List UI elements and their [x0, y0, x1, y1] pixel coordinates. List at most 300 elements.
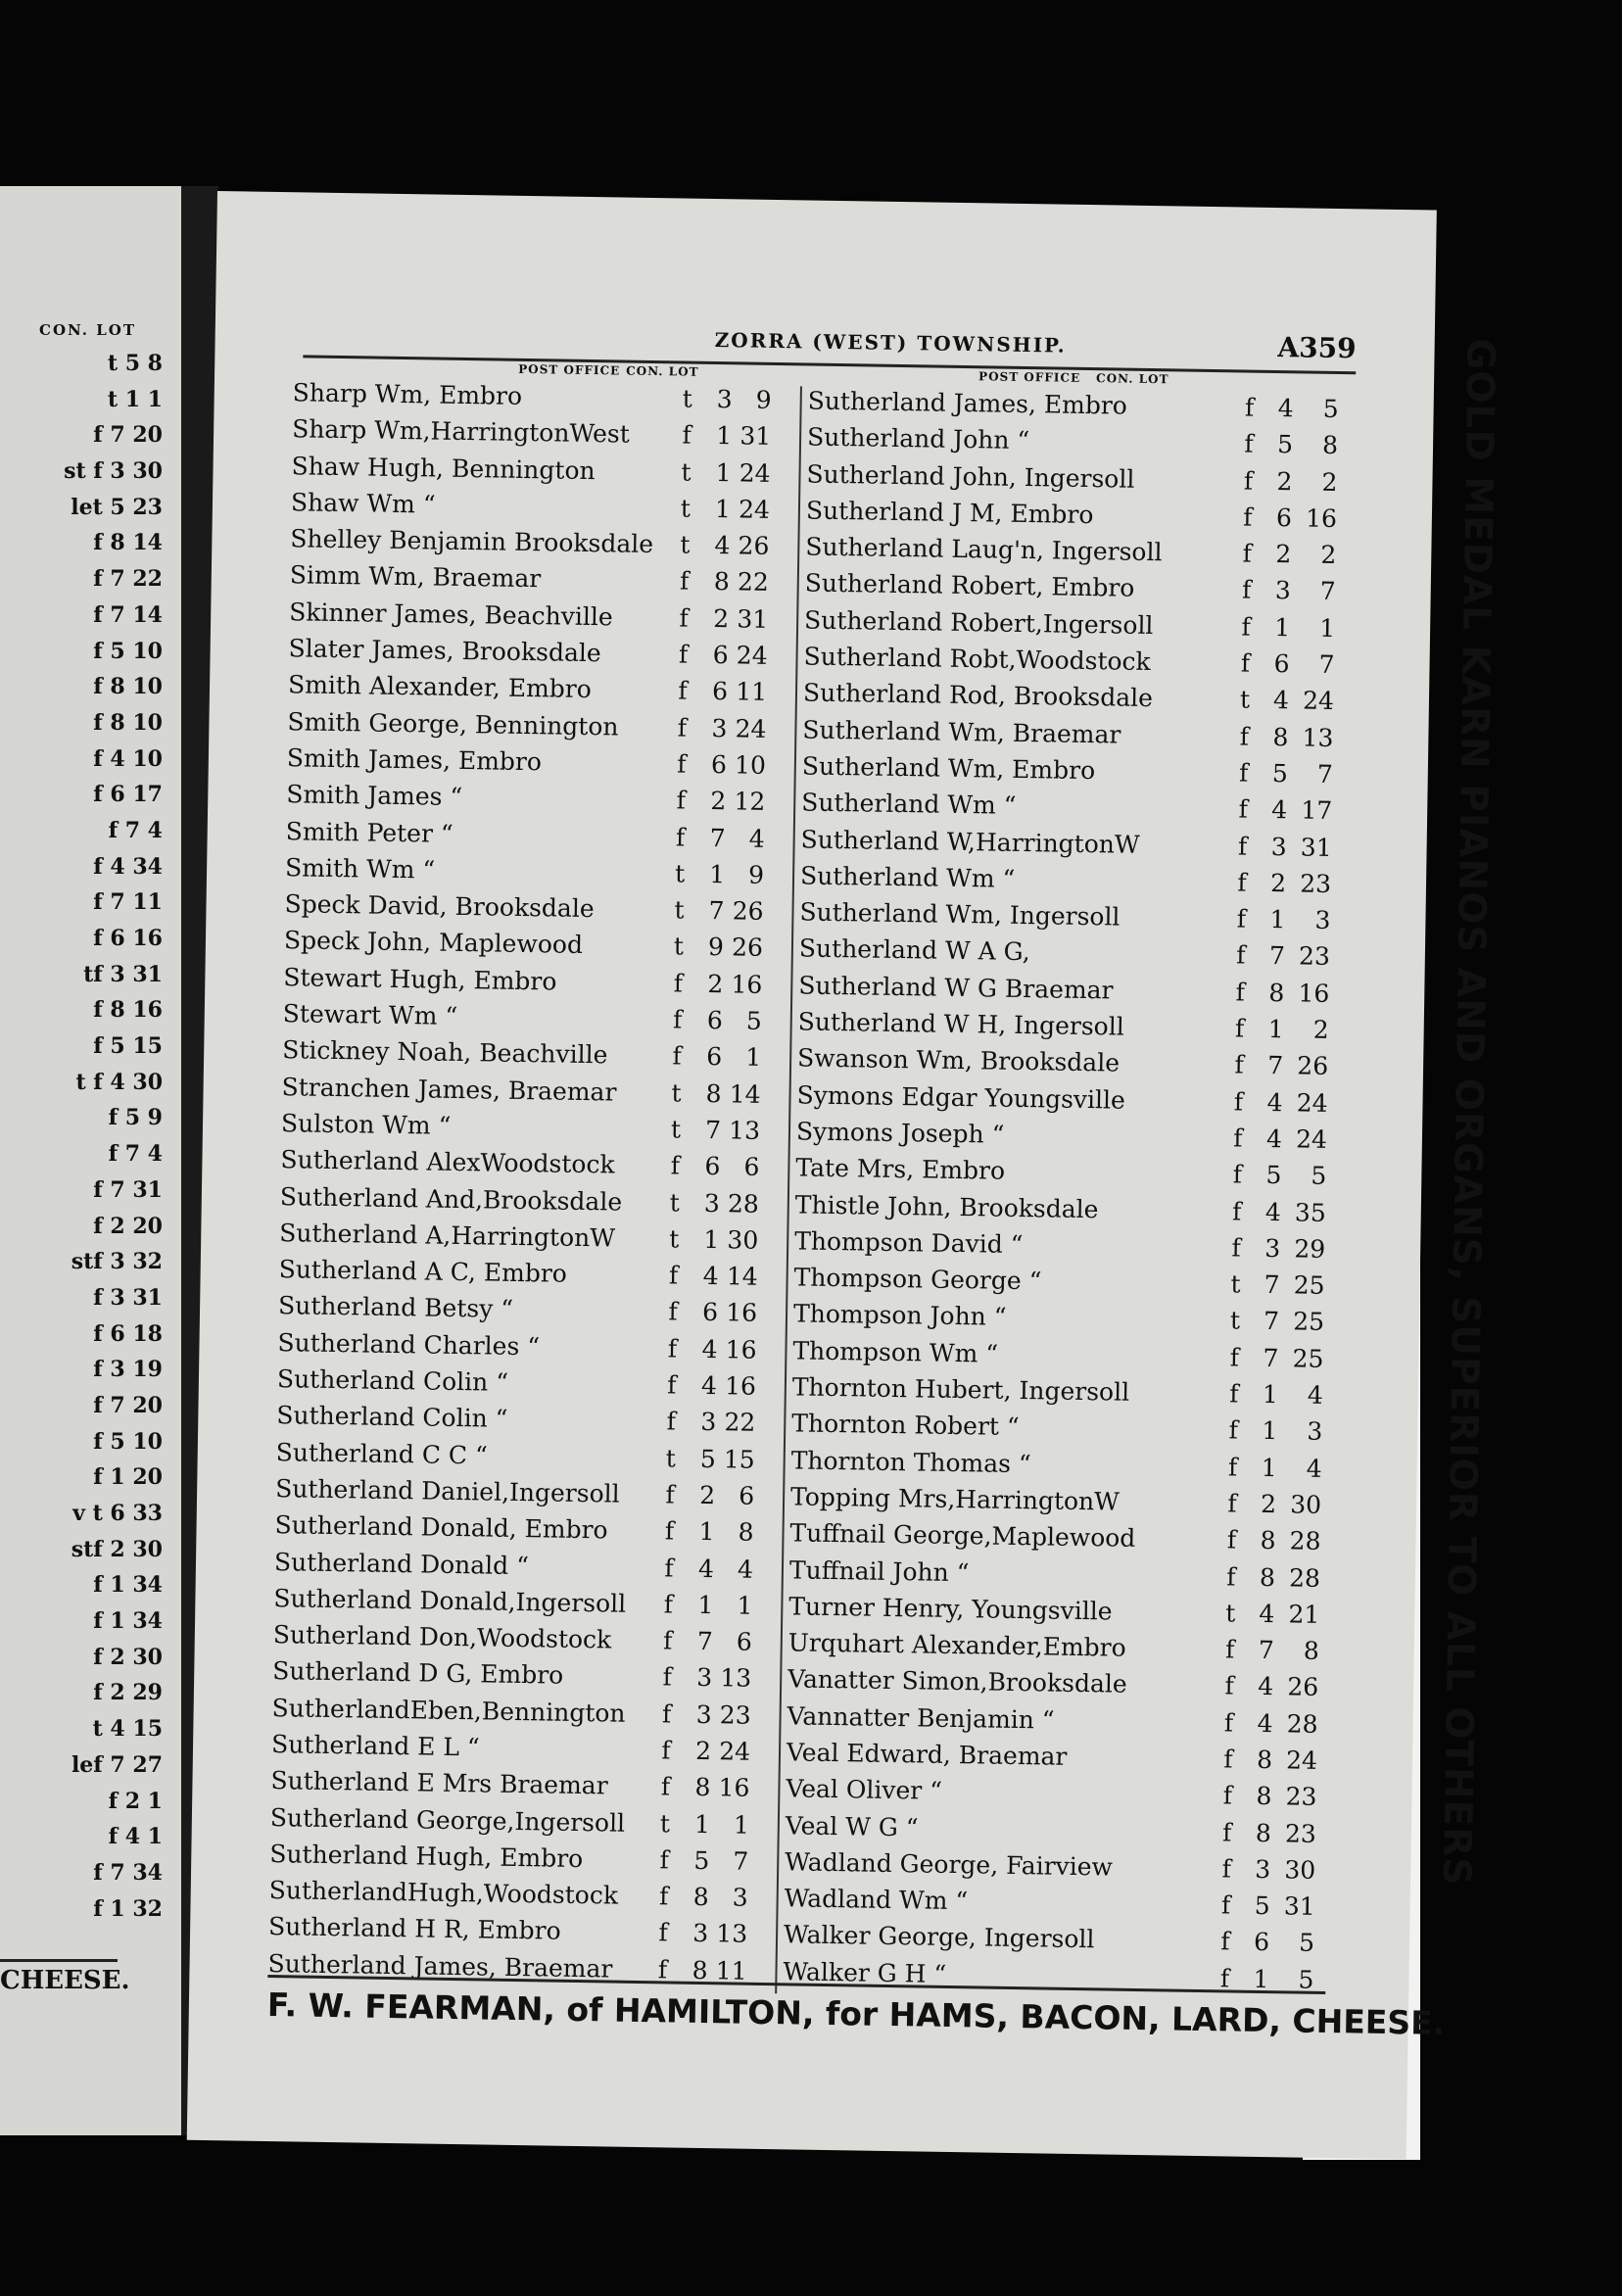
entry-con: 8 [1272, 722, 1289, 751]
entry-tenure: f [668, 1261, 679, 1290]
entry-name: Slater James, Brooksdale [288, 634, 601, 668]
entry-tenure: f [1227, 1452, 1238, 1482]
entry-con: 7 [1264, 1270, 1280, 1300]
entry-tenure: f [1231, 1196, 1242, 1226]
left-page-row: f 6 16 [93, 926, 163, 951]
entry-lot: 3 [1307, 1416, 1323, 1447]
entry-con: 4 [1265, 1124, 1283, 1154]
entry-name: Sutherland W G Braemar [798, 971, 1114, 1005]
entry-tenure: f [1237, 832, 1248, 861]
entry-lot: 6 [736, 1627, 753, 1656]
entry-tenure: t [680, 530, 691, 559]
entry-con: 1 [716, 421, 733, 451]
entry-lot: 30 [727, 1225, 759, 1255]
page-title: ZORRA (WEST) TOWNSHIP. [714, 327, 1067, 358]
entry-con: 4 [1277, 394, 1294, 423]
entry-con: 1 [703, 1224, 720, 1255]
entry-con: 8 [1268, 978, 1285, 1007]
entry-tenure: f [678, 640, 689, 669]
entry-tenure: f [677, 713, 688, 742]
entry-name: Speck John, Maplewood [283, 926, 584, 960]
entry-tenure: f [1235, 978, 1246, 1007]
entry-name: Sharp Wm, Embro [292, 378, 523, 410]
entry-con: 3 [700, 1408, 717, 1437]
entry-con: 2 [1276, 466, 1293, 496]
entry-con: 3 [1274, 576, 1291, 605]
entry-lot: 8 [1321, 431, 1339, 460]
entry-con: 6 [706, 1006, 723, 1035]
entry-tenure: f [679, 603, 690, 633]
entry-con: 3 [711, 713, 728, 742]
left-page-row: f 1 34 [93, 1572, 163, 1599]
entry-con: 4 [702, 1262, 719, 1291]
entry-con: 4 [697, 1554, 715, 1583]
entry-tenure: t [1229, 1306, 1241, 1335]
entry-tenure: f [1222, 1781, 1233, 1810]
entry-lot: 16 [1305, 503, 1338, 533]
page-header [303, 319, 1357, 387]
side-ad-text: GOLD MEDAL KARN PIANOS AND ORGANS, SUPERIOR TO ALL OTHERS [1433, 337, 1503, 1887]
entry-con: 3 [1264, 1233, 1281, 1264]
entry-con: 3 [1270, 832, 1287, 861]
entry-name: Sutherland Donald,Ingersoll [273, 1583, 627, 1618]
entry-lot: 30 [1284, 1855, 1316, 1885]
left-column [267, 378, 783, 1993]
left-page-row: f 1 20 [93, 1464, 163, 1491]
entry-tenure: f [672, 1005, 683, 1034]
entry-name: Sutherland Daniel,Ingersoll [274, 1474, 620, 1508]
entry-tenure: f [1241, 575, 1252, 605]
entry-con: 2 [699, 1480, 716, 1510]
entry-con: 1 [714, 494, 732, 524]
entry-con: 2 [713, 603, 730, 634]
left-page-row: f 7 31 [93, 1176, 163, 1203]
entry-lot: 23 [1284, 1818, 1317, 1848]
entry-name: Sutherland A C, Embro [278, 1255, 568, 1288]
entry-tenure: f [1224, 1635, 1235, 1664]
entry-lot: 11 [715, 1955, 747, 1985]
entry-name: Sutherland Wm, Braemar [802, 715, 1121, 749]
entry-lot: 31 [737, 604, 769, 634]
entry-con: 7 [1268, 941, 1286, 971]
left-page-row: stf 3 32 [71, 1249, 163, 1275]
entry-tenure: f [682, 420, 692, 450]
entry-name: Sutherland Donald, Embro [274, 1510, 608, 1545]
entry-con: 5 [699, 1444, 716, 1473]
entry-lot: 7 [1316, 759, 1334, 789]
entry-tenure: f [1231, 1233, 1242, 1263]
entry-name: Sutherland George,Ingersoll [269, 1802, 626, 1838]
left-page-row: t 5 8 [107, 351, 163, 376]
left-page-row: f 8 10 [93, 674, 163, 700]
entry-name: Sutherland Laug'n, Ingersoll [805, 532, 1163, 567]
entry-lot: 3 [732, 1883, 748, 1912]
entry-name: Speck David, Brooksdale [284, 889, 595, 924]
entry-name: Vanatter Simon,Brooksdale [787, 1664, 1127, 1699]
entry-name: Veal W G “ [785, 1810, 919, 1842]
entry-name: Sutherland Don,Woodstock [272, 1620, 612, 1654]
entry-lot: 7 [733, 1846, 749, 1876]
entry-tenure: f [1233, 1124, 1243, 1153]
entry-lot: 4 [737, 1555, 754, 1584]
entry-lot: 6 [743, 1152, 760, 1182]
entry-lot: 28 [727, 1188, 760, 1219]
entry-lot: 5 [1311, 1161, 1327, 1191]
entry-name: Sutherland E L “ [270, 1730, 480, 1762]
entry-tenure: f [1227, 1489, 1237, 1518]
entry-name: Sutherland H R, Embro [267, 1912, 561, 1946]
entry-tenure: t [682, 384, 692, 413]
entry-tenure: f [1243, 502, 1253, 532]
entry-lot: 26 [1297, 1051, 1329, 1081]
entry-con: 4 [1257, 1708, 1273, 1738]
entry-tenure: f [1238, 794, 1249, 824]
entry-tenure: f [1226, 1525, 1237, 1555]
entry-name: Stewart Wm “ [282, 999, 458, 1030]
entry-lot: 16 [718, 1773, 750, 1803]
entry-lot: 2 [1320, 540, 1337, 570]
entry-lot: 25 [1293, 1270, 1325, 1301]
entry-tenure: f [662, 1626, 673, 1655]
entry-name: Symons Edgar Youngsville [796, 1080, 1126, 1115]
entry-con: 6 [704, 1152, 721, 1181]
entry-con: 1 [698, 1517, 715, 1547]
entry-lot: 22 [724, 1408, 756, 1438]
entry-name: Sutherland Colin “ [276, 1364, 509, 1397]
entry-con: 4 [1264, 1197, 1281, 1226]
left-page-footer: CHEESE. [0, 1959, 118, 1995]
entry-tenure: t [681, 457, 692, 487]
entry-tenure: f [679, 566, 690, 597]
entry-lot: 24 [1296, 1088, 1328, 1118]
entry-name: Sutherland Wm, Embro [801, 751, 1096, 786]
entry-tenure: f [672, 1041, 683, 1071]
entry-tenure: f [678, 676, 688, 705]
entry-lot: 22 [737, 567, 770, 598]
entry-con: 1 [1274, 612, 1291, 643]
entry-name: Tuffnail John “ [788, 1555, 970, 1587]
entry-name: Sutherland John, Ingersoll [806, 459, 1135, 494]
entry-tenure: f [665, 1480, 676, 1509]
entry-name: Stranchen James, Braemar [281, 1072, 617, 1107]
entry-lot: 9 [755, 385, 772, 414]
entry-con: 7 [1263, 1307, 1280, 1336]
entry-con: 6 [1275, 502, 1293, 533]
entry-name: Shaw Hugh, Bennington [291, 451, 596, 485]
entry-lot: 29 [1294, 1234, 1326, 1264]
entry-lot: 23 [719, 1699, 751, 1730]
entry-con: 5 [1265, 1161, 1282, 1190]
entry-con: 8 [694, 1773, 711, 1802]
entry-name: Sharp Wm,HarringtonWest [291, 414, 631, 449]
entry-name: Sutherland Donald “ [273, 1547, 530, 1580]
entry-name: Walker G H “ [783, 1957, 947, 1988]
entry-lot: 8 [1303, 1636, 1319, 1665]
entry-name: Thompson Wm “ [792, 1336, 999, 1368]
entry-lot: 1 [737, 1591, 753, 1620]
entry-name: Urquhart Alexander,Embro [787, 1628, 1126, 1662]
post-office-label-right: POST OFFICE [978, 369, 1081, 385]
entry-tenure: f [660, 1772, 671, 1801]
entry-con: 4 [1258, 1672, 1274, 1701]
entry-con: 3 [692, 1919, 709, 1948]
entry-name: Swanson Wm, Brooksdale [796, 1043, 1121, 1077]
left-page-row: f 8 14 [93, 530, 163, 556]
entry-lot: 24 [738, 495, 771, 524]
entry-con: 1 [697, 1590, 714, 1619]
entry-tenure: t [668, 1224, 680, 1254]
entry-tenure: t [1239, 685, 1251, 714]
entry-con: 8 [1259, 1562, 1276, 1592]
entry-lot: 31 [1283, 1891, 1315, 1921]
entry-tenure: f [664, 1553, 674, 1582]
entry-lot: 12 [734, 787, 766, 817]
entry-con: 7 [696, 1626, 714, 1656]
entry-lot: 13 [720, 1663, 752, 1694]
left-page-row: f 4 10 [93, 745, 163, 772]
entry-lot: 10 [734, 750, 767, 780]
left-page-row: f 7 4 [108, 1141, 163, 1168]
entry-con: 8 [705, 1078, 722, 1108]
entry-con: 8 [1256, 1745, 1273, 1775]
entry-con: 3 [716, 385, 733, 414]
entry-lot: 28 [1286, 1709, 1318, 1739]
con-lot-label-right: CON. LOT [1095, 371, 1169, 387]
entry-tenure: t [665, 1443, 676, 1473]
entry-con: 6 [701, 1298, 719, 1327]
entry-con: 5 [1254, 1891, 1270, 1921]
entry-name: Sutherland Robt,Woodstock [803, 642, 1151, 677]
entry-tenure: f [1228, 1415, 1239, 1445]
entry-con: 2 [710, 787, 727, 816]
entry-tenure: f [657, 1955, 668, 1985]
entry-name: Shelley Benjamin Brooksdale [290, 524, 654, 559]
entry-lot: 21 [1288, 1600, 1320, 1629]
entry-lot: 6 [739, 1481, 755, 1510]
entry-name: Topping Mrs,HarringtonW [789, 1482, 1121, 1516]
entry-tenure: f [1229, 1343, 1240, 1372]
directory-page [187, 191, 1503, 2159]
entry-name: Smith James “ [286, 780, 463, 812]
left-page-row: f 5 15 [93, 1033, 163, 1060]
entry-con: 6 [1273, 649, 1290, 679]
entry-tenure: t [674, 895, 685, 925]
entry-tenure: f [662, 1662, 673, 1692]
entry-con: 6 [706, 1042, 723, 1072]
entry-name: Veal Edward, Braemar [786, 1738, 1068, 1771]
entry-lot: 31 [739, 421, 772, 452]
entry-tenure: f [1241, 612, 1251, 642]
entry-con: 4 [701, 1334, 718, 1363]
entry-lot: 5 [1322, 394, 1339, 424]
left-page-row: t 1 1 [107, 386, 163, 412]
entry-con: 1 [1261, 1453, 1277, 1482]
entry-name: Thornton Robert “ [791, 1409, 1020, 1442]
entry-con: 3 [695, 1699, 712, 1729]
entry-name: Sutherland Charles “ [277, 1327, 541, 1362]
entry-lot: 4 [1306, 1454, 1322, 1483]
entry-con: 1 [693, 1809, 711, 1839]
left-page-row: f 2 1 [108, 1788, 163, 1814]
left-page-row: f 3 19 [93, 1357, 163, 1383]
entry-tenure: f [677, 749, 687, 779]
entry-name: Sutherland AlexWoodstock [280, 1145, 615, 1179]
entry-lot: 25 [1292, 1344, 1324, 1373]
entry-lot: 1 [1318, 613, 1336, 643]
entry-tenure: f [1236, 904, 1247, 933]
left-page-row: stf 2 30 [71, 1536, 163, 1562]
entry-con: 8 [1255, 1818, 1272, 1847]
entry-name: Sutherland James, Braemar [267, 1948, 613, 1984]
entry-tenure: f [1223, 1708, 1234, 1738]
entry-lot: 28 [1288, 1562, 1321, 1593]
entry-lot: 13 [728, 1116, 761, 1145]
entry-tenure: f [1244, 393, 1255, 422]
entry-name: Skinner James, Beachville [289, 597, 613, 632]
entry-lot: 24 [1295, 1124, 1328, 1154]
entry-name: Smith George, Bennington [287, 706, 619, 741]
entry-con: 4 [1259, 1599, 1275, 1628]
left-page-fragment [0, 186, 181, 2135]
entry-lot: 8 [738, 1517, 754, 1547]
entry-lot: 5 [745, 1006, 762, 1035]
entry-lot: 23 [1285, 1782, 1317, 1812]
entry-con: 1 [1262, 1379, 1279, 1410]
entry-lot: 4 [1307, 1380, 1324, 1410]
entry-tenure: f [1243, 466, 1254, 496]
left-page-row: f 2 30 [93, 1644, 163, 1670]
entry-tenure: t [671, 1078, 682, 1108]
entry-con: 8 [692, 1955, 708, 1985]
entry-lot: 14 [729, 1078, 761, 1109]
entry-con: 2 [1275, 540, 1292, 569]
left-page-row: f 7 14 [93, 601, 163, 628]
entry-name: Wadland Wm “ [784, 1884, 969, 1916]
entry-con: 4 [1271, 795, 1288, 825]
entry-con: 1 [1253, 1964, 1269, 1993]
entry-tenure: t [1225, 1599, 1236, 1628]
left-page-row: f 2 29 [93, 1680, 163, 1706]
left-page-row: f 5 10 [93, 638, 163, 664]
entry-lot: 4 [748, 824, 765, 853]
post-office-label: POST OFFICE [518, 361, 621, 378]
entry-name: Smith Peter “ [285, 816, 453, 848]
entry-lot: 5 [1298, 1929, 1315, 1958]
entry-lot: 15 [723, 1444, 755, 1474]
entry-name: Stewart Hugh, Embro [283, 962, 557, 996]
entry-name: SutherlandHugh,Woodstock [268, 1876, 619, 1910]
entry-con: 2 [1260, 1489, 1277, 1519]
entry-name: Sutherland Colin “ [276, 1401, 508, 1434]
entry-tenure: f [663, 1590, 674, 1619]
entry-lot: 16 [726, 1298, 758, 1328]
entry-lot: 26 [1287, 1672, 1319, 1702]
entry-lot: 26 [738, 531, 770, 561]
entry-lot: 9 [747, 860, 765, 889]
entry-name: Sutherland W,HarringtonW [800, 825, 1140, 859]
entry-tenure: t [659, 1808, 671, 1839]
entry-name: Sutherland John “ [806, 422, 1030, 455]
entry-tenure: f [676, 786, 687, 815]
entry-tenure: f [1220, 1927, 1230, 1956]
entry-con: 9 [707, 933, 725, 962]
entry-name: Thistle John, Brooksdale [794, 1189, 1099, 1223]
entry-tenure: f [661, 1699, 672, 1729]
entry-tenure: t [680, 494, 692, 523]
entry-con: 8 [1256, 1782, 1272, 1811]
entry-tenure: t [673, 932, 685, 962]
entry-con: 5 [693, 1845, 710, 1875]
entry-con: 8 [692, 1883, 709, 1912]
entry-tenure: f [1233, 1087, 1244, 1117]
entry-con: 6 [1253, 1928, 1270, 1957]
left-page-row: f 7 4 [108, 817, 163, 843]
entry-name: Sutherland J M, Embro [805, 496, 1094, 529]
entry-con: 7 [708, 896, 725, 926]
entry-name: Smith Wm “ [284, 853, 436, 885]
entry-name: Sutherland Hugh, Embro [269, 1839, 584, 1873]
entry-lot: 30 [1290, 1490, 1322, 1519]
left-page-row: v t 6 33 [72, 1501, 163, 1526]
left-page-row: f 8 16 [93, 997, 163, 1024]
left-page-row: f 7 20 [93, 422, 163, 449]
entry-con: 4 [714, 531, 731, 560]
entry-name: Turner Henry, Youngsville [788, 1592, 1113, 1626]
entry-name: Sutherland W H, Ingersoll [797, 1007, 1124, 1041]
entry-name: Stickney Noah, Beachville [282, 1035, 608, 1070]
entry-name: Sutherland A,HarringtonW [279, 1218, 616, 1253]
entry-lot: 1 [733, 1810, 750, 1840]
entry-name: Vannatter Benjamin “ [787, 1701, 1055, 1735]
entry-tenure: f [1238, 758, 1249, 788]
entry-tenure: f [673, 969, 684, 998]
entry-lot: 24 [1285, 1746, 1318, 1775]
entry-name: Thornton Hubert, Ingersoll [791, 1372, 1130, 1407]
entry-con: 2 [707, 969, 724, 998]
entry-tenure: f [1236, 940, 1246, 971]
left-page-row: f 1 34 [93, 1608, 163, 1635]
entry-lot: 24 [735, 714, 767, 743]
entry-con: 7 [1266, 1051, 1284, 1080]
entry-lot: 35 [1294, 1197, 1326, 1227]
entry-name: Smith James, Embro [286, 743, 543, 777]
entry-tenure: t [670, 1115, 682, 1144]
entry-name: Sutherland C C “ [275, 1437, 489, 1470]
entry-tenure: f [659, 1845, 670, 1875]
entry-tenure: f [1239, 722, 1250, 751]
left-page-row: f 7 22 [93, 566, 163, 593]
entry-name: Sutherland Betsy “ [277, 1291, 514, 1324]
entry-lot: 16 [724, 1371, 757, 1401]
left-page-row: f 7 34 [93, 1859, 163, 1886]
entry-tenure: t [669, 1187, 681, 1218]
entry-lot: 28 [1289, 1526, 1321, 1556]
entry-tenure: f [1240, 648, 1251, 678]
entry-con: 1 [715, 457, 732, 487]
left-page-row: f 6 18 [93, 1320, 163, 1347]
entry-tenure: f [1221, 1854, 1232, 1884]
entry-tenure: f [1228, 1379, 1239, 1409]
left-page-row: lef 7 27 [71, 1751, 163, 1778]
entry-name: Sutherland Rod, Brooksdale [802, 678, 1154, 713]
entry-tenure: f [1242, 539, 1253, 568]
entry-con: 4 [700, 1370, 718, 1401]
entry-con: 4 [1272, 686, 1290, 715]
entry-tenure: t [674, 859, 686, 888]
entry-tenure: f [1221, 1817, 1232, 1847]
entry-tenure: f [664, 1516, 675, 1546]
entry-tenure: f [1226, 1561, 1236, 1592]
